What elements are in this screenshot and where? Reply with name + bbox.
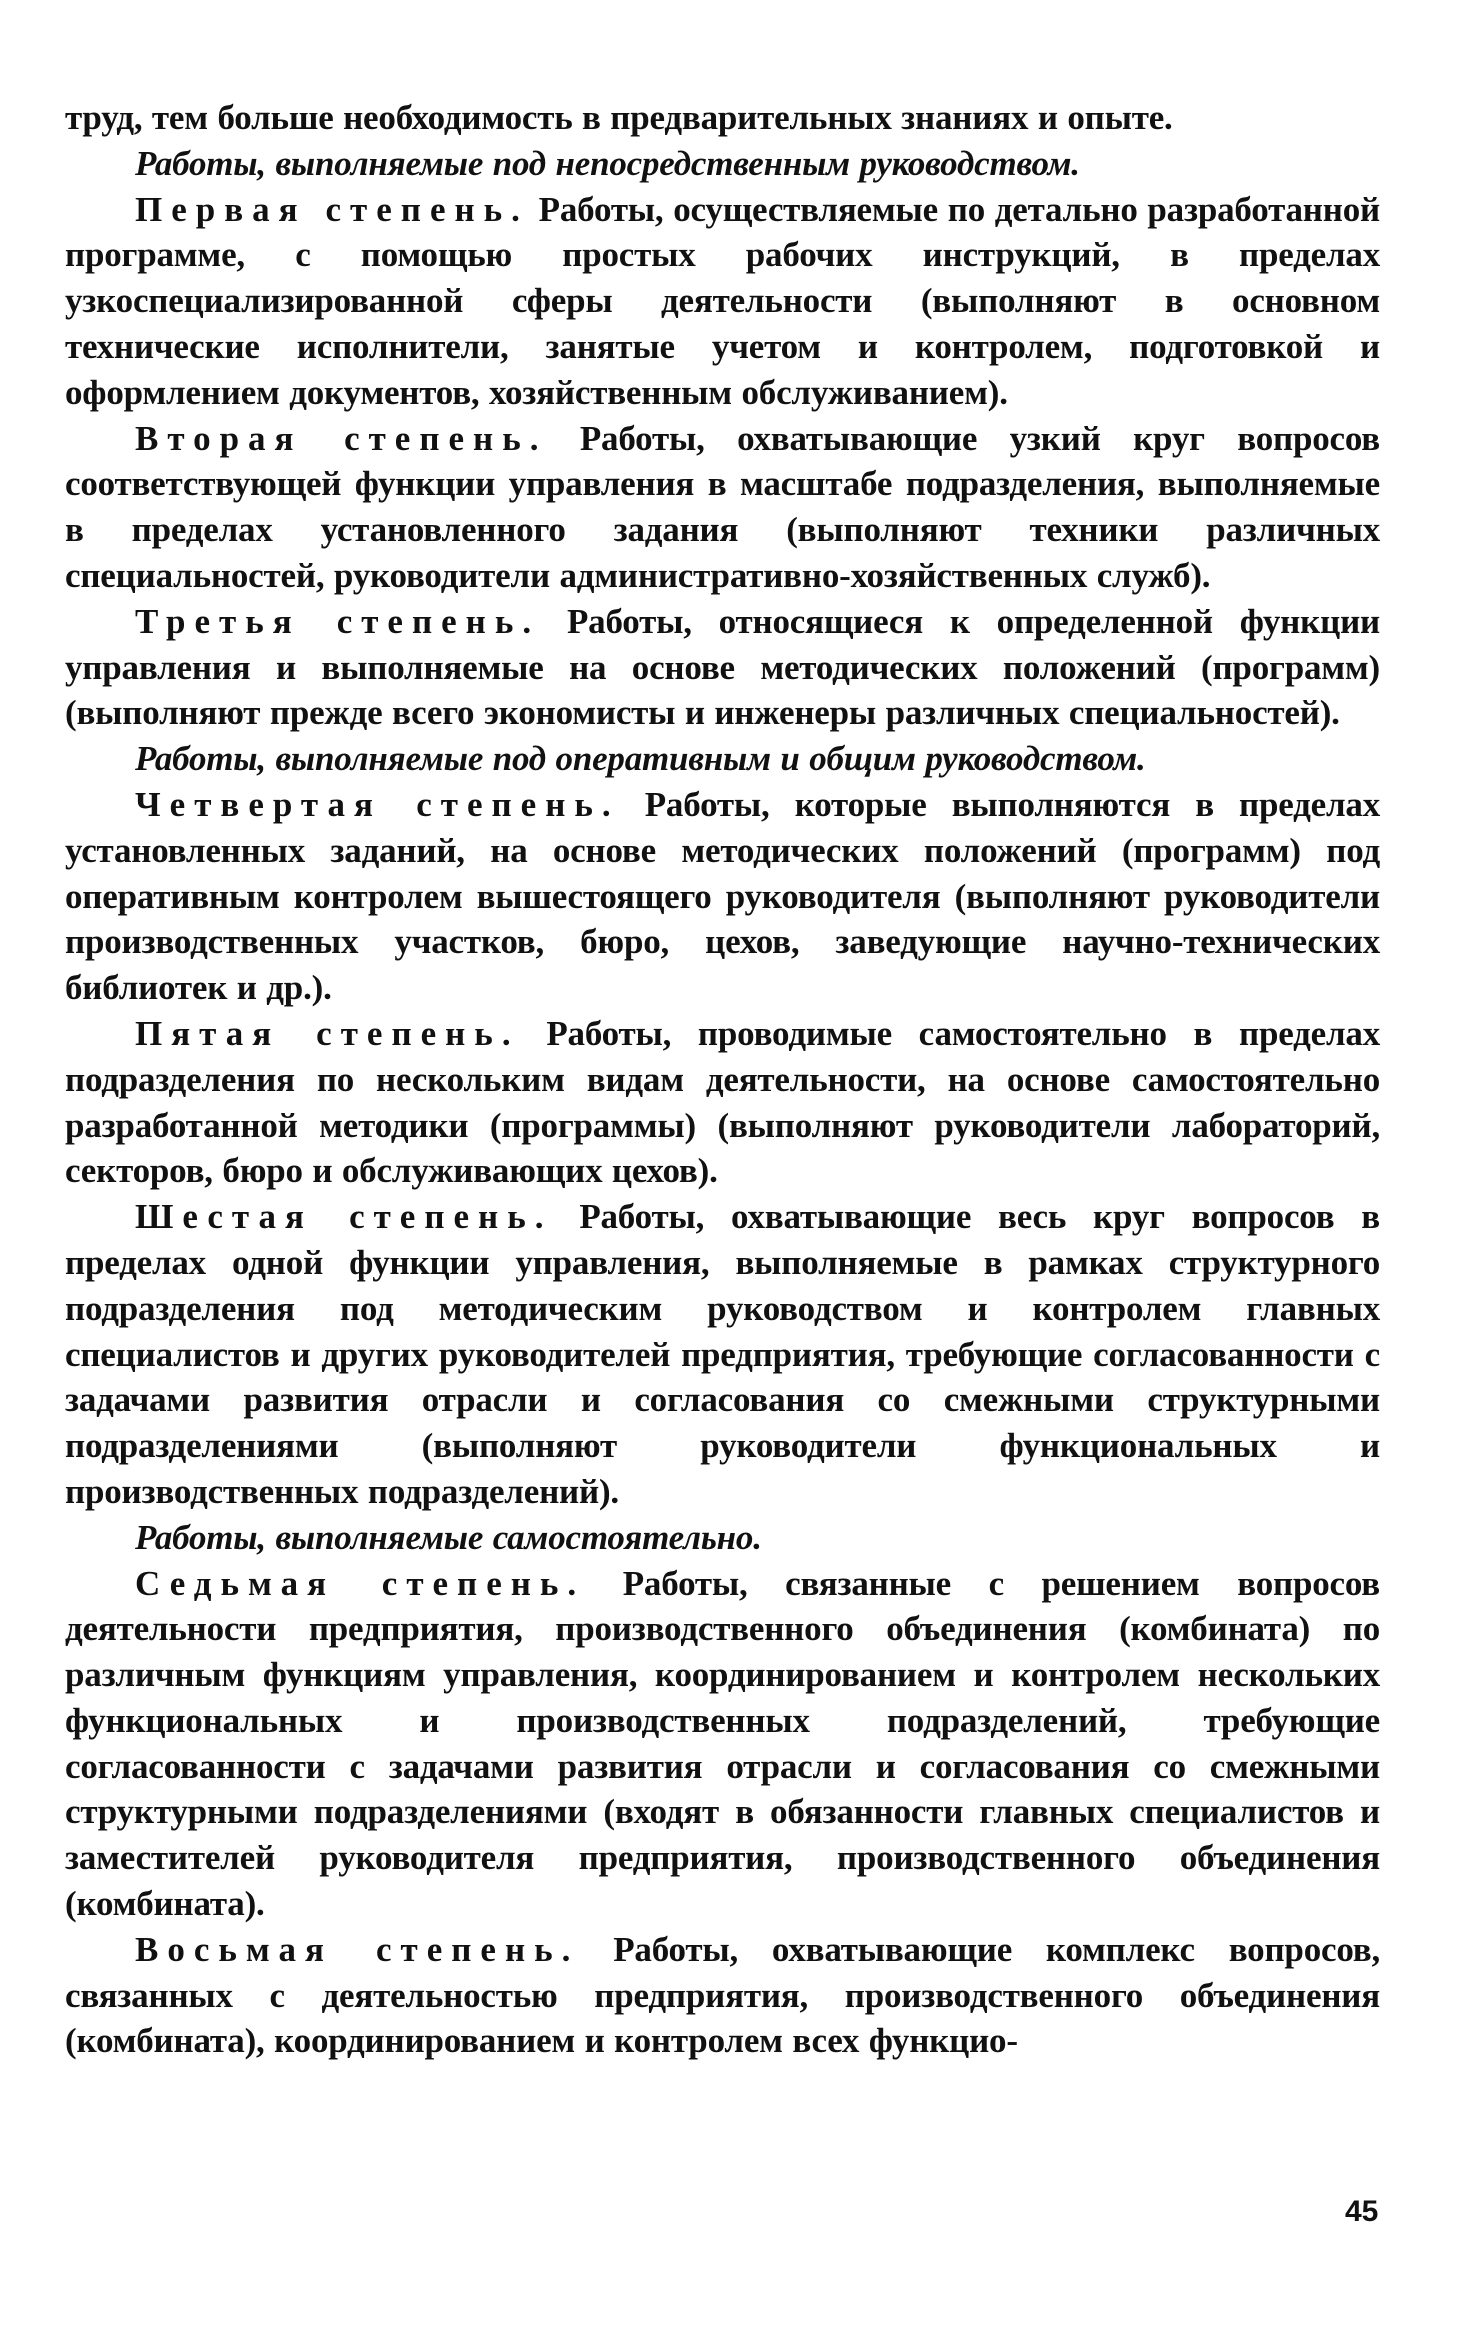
degree-text: Работы, охватывающие узкий круг вопросов соответствующей функции управления в масштабе подразделения, выполняемые в пределах установленного задания (выполняют техники различных специальностей, руководители административно-хозяйственных служб). bbox=[65, 418, 1380, 595]
opening-line: труд, тем больше необходимость в предварительных знаниях и опыте. bbox=[65, 98, 1173, 137]
degree-label: Восьмая степень. bbox=[135, 1929, 580, 1969]
degree-label: Шестая степень. bbox=[135, 1197, 553, 1237]
section-heading: Работы, выполняемые под непосредственным руководством. bbox=[135, 143, 1080, 183]
page-body bbox=[65, 95, 1380, 2064]
degree-text: Работы, охватывающие комплекс вопросов, связанных с деятельностью предприятия, производственного объединения (комбината), координированием и контролем всех функцио- bbox=[65, 1929, 1381, 2061]
degree-text: Работы, связанные с решением вопросов деятельности предприятия, производственного объединения (комбината) по различным функциям управления, координированием и контролем нескольких функциональных и производственных подразделений, требующие согласованности с задачами развития отрасли и согласования со смежными структурными подразделениями (входят в обязанности главных специалистов и заместителей руководителя предприятия, производственного объединения (комбината). bbox=[65, 1563, 1380, 1924]
degree-paragraph bbox=[65, 1561, 1380, 1927]
degree-text: Работы, осуществляемые по детально разработанной программе, с помощью простых рабочих инструкций, в пределах узкоспециализированной сферы деятельности (выполняют в основном технические исполнители, занятые учетом и контролем, подготовкой и оформлением документов, хозяйственным обслуживанием). bbox=[65, 189, 1380, 412]
degree-paragraph bbox=[65, 187, 1380, 416]
degree-label: Седьмая степень. bbox=[135, 1563, 586, 1603]
degree-label: Третья степень. bbox=[135, 601, 541, 641]
degree-text: Работы, охватывающие весь круг вопросов в пределах одной функции управления, выполняемые в рамках структурного подразделения под методическим руководством и контролем главных специалистов и других руководителей предприятия, требующие согласованности с задачами развития отрасли и согласования со смежными структурными подразделениями (выполняют руководители функциональных и производственных подразделений). bbox=[65, 1197, 1381, 1511]
degree-text: Работы, проводимые самостоятельно в пределах подразделения по нескольким видам деятельности, на основе самостоятельно разработанной методики (программы) (выполняют руководители лабораторий, секторов, бюро и обслуживающих цехов). bbox=[65, 1013, 1381, 1191]
degree-paragraph bbox=[65, 1194, 1380, 1515]
degree-paragraph bbox=[65, 599, 1380, 736]
degree-paragraph bbox=[65, 1011, 1380, 1194]
section-heading: Работы, выполняемые под оперативным и общим руководством. bbox=[135, 739, 1146, 779]
degree-label: Первая степень. bbox=[135, 189, 529, 229]
degree-paragraph bbox=[65, 782, 1380, 1011]
degree-paragraph bbox=[65, 1927, 1380, 2064]
degree-label: Пятая степень. bbox=[135, 1013, 520, 1053]
degree-label: Вторая степень. bbox=[135, 418, 548, 458]
section-heading: Работы, выполняемые самостоятельно. bbox=[135, 1517, 762, 1557]
degree-text: Работы, которые выполняются в пределах установленных заданий, на основе методических положений (программ) под оперативным контролем вышестоящего руководителя (выполняют руководители производственных участков, бюро, цехов, заведующие научно-технических библиотек и др.). bbox=[65, 784, 1380, 1008]
degree-paragraph bbox=[65, 416, 1380, 599]
degree-label: Четвертая степень. bbox=[135, 784, 620, 824]
degree-text: Работы, относящиеся к определенной функции управления и выполняемые на основе методических положений (программ) (выполняют прежде всего экономисты и инженеры различных специальностей). bbox=[65, 601, 1381, 733]
page-number: 45 bbox=[1345, 2195, 1379, 2228]
